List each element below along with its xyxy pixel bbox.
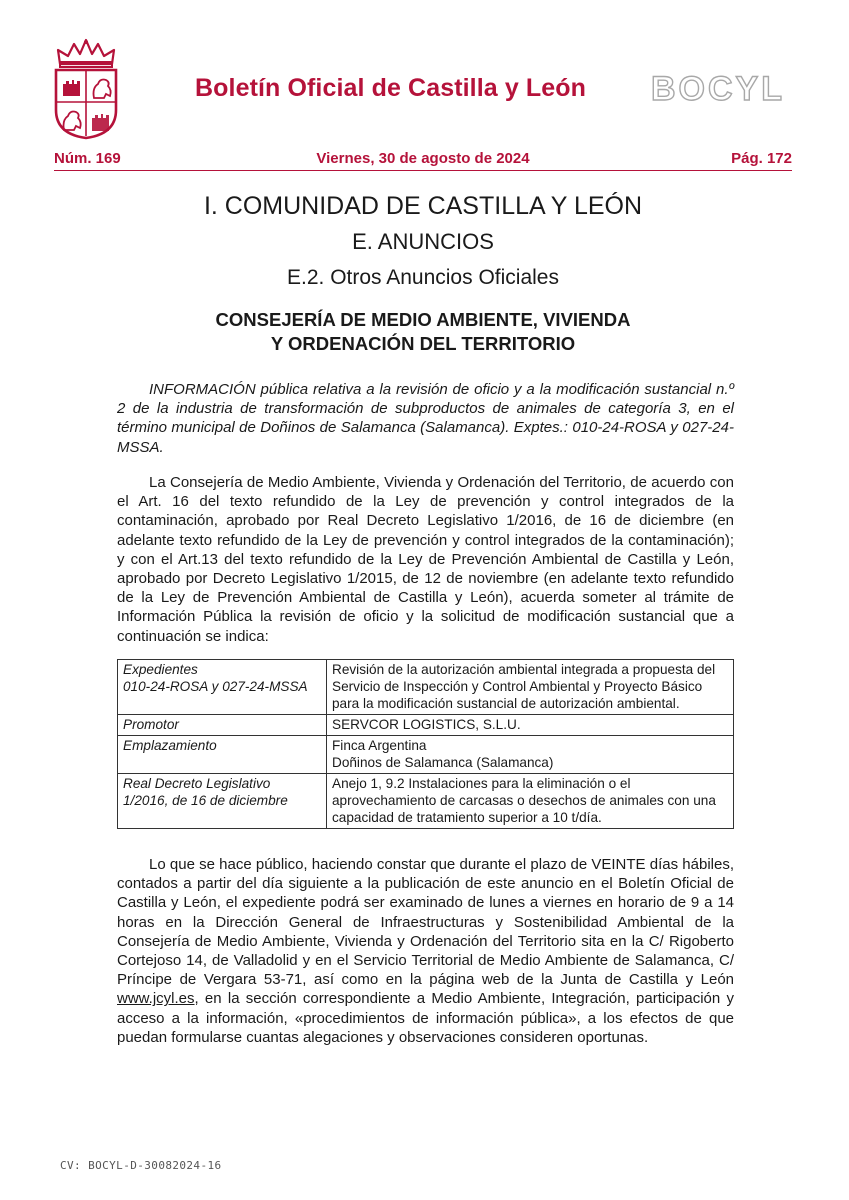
table-key-text: Promotor [123, 717, 179, 732]
bulletin-title: Boletín Oficial de Castilla y León [195, 74, 586, 102]
body-paragraph-2-text-end: , en la sección correspondiente a Medio Ambiente, Integración, participación y acceso a la información, «procedimientos de información pública», a los efectos de que puedan formularse cuantas alegaciones y observaciones consideren oportunas. [117, 990, 734, 1046]
table-value-text: Doñinos de Salamanca (Salamanca) [332, 755, 554, 770]
coat-of-arms-icon [52, 38, 120, 140]
issue-date: Viernes, 30 de agosto de 2024 [316, 150, 530, 167]
table-key-text: Real Decreto Legislativo [123, 776, 271, 791]
table-key-cell [118, 774, 327, 829]
table-value-text: Finca Argentina [332, 738, 427, 753]
body-paragraph-2 [117, 855, 734, 1047]
details-table [117, 659, 734, 829]
table-row [118, 774, 734, 829]
body-paragraph-1-text: La Consejería de Medio Ambiente, Vivienda y Ordenación del Territorio, de acuerdo con el Art. 16 del texto refundido de la Ley de prevención y control integrados de la contaminación, aprobado por Real Decreto Legislativo 1/2016, de 16 de diciembre (en adelante texto refundido de la Ley de prevención y control integrados de la contaminación); y con el Art.13 del texto refundido de la Ley de Prevención Ambiental de Castilla y León, aprobado por Decreto Legislativo 1/2015, de 12 de noviembre (en adelante texto refundido de la Ley de Prevención Ambiental de Castilla y León), acuerda someter al trámite de Información Pública la revisión de oficio y la solicitud de modificación sustancial que a continuación se indica: [117, 474, 734, 645]
announcement-summary [117, 380, 734, 457]
issue-number: Núm. 169 [54, 150, 121, 167]
table-key-cell [118, 715, 327, 736]
table-key-cell [118, 660, 327, 715]
table-value-text: SERVCOR LOGISTICS, S.L.U. [332, 717, 521, 732]
table-key-text: Emplazamiento [123, 738, 217, 753]
table-value-cell [327, 774, 734, 829]
table-value-cell [327, 715, 734, 736]
section-heading-level2: E. ANUNCIOS [352, 229, 494, 254]
table-value-cell [327, 660, 734, 715]
department-heading [54, 308, 792, 356]
table-value-text: Anejo 1, 9.2 Instalaciones para la eliminación o el aprovechamiento de carcasas o desechos de animales con una capacidad de tratamiento superior a 10 t/día. [332, 776, 716, 825]
body-paragraph-2-text [117, 855, 734, 1047]
table-row [118, 660, 734, 715]
body-paragraph-1 [117, 473, 734, 646]
page-number: Pág. 172 [731, 150, 792, 167]
table-row [118, 736, 734, 774]
table-value-text: Revisión de la autorización ambiental integrada a propuesta del Servicio de Inspección y Control Ambiental y Proyecto Básico para la modificación sustancial de autorización ambiental. [332, 662, 716, 711]
department-heading-line2: Y ORDENACIÓN DEL TERRITORIO [270, 333, 576, 354]
table-key-text: 1/2016, de 16 de diciembre [123, 793, 288, 808]
jcyl-website-link[interactable]: www.jcyl.es [117, 990, 195, 1008]
bocyl-logo: BOCYL [651, 70, 785, 108]
department-heading-line1: CONSEJERÍA DE MEDIO AMBIENTE, VIVIENDA [215, 309, 631, 330]
announcement-summary-text: INFORMACIÓN pública relativa a la revisión de oficio y a la modificación sustancial n.º 2 de la industria de transformación de subproductos de animales de categoría 3, en el término municipal de Doñinos de Salamanca (Salamanca). Exptes.: 010-24-ROSA y 027-24-MSSA. [117, 381, 734, 456]
section-heading-level3: E.2. Otros Anuncios Oficiales [287, 266, 559, 289]
table-row [118, 715, 734, 736]
table-value-cell [327, 736, 734, 774]
table-key-cell [118, 736, 327, 774]
table-key-text: 010-24-ROSA y 027-24-MSSA [123, 679, 308, 694]
section-heading-level1: I. COMUNIDAD DE CASTILLA Y LEÓN [203, 192, 643, 220]
table-key-text: Expedientes [123, 662, 198, 677]
body-paragraph-2-text-start: Lo que se hace público, haciendo constar que durante el plazo de VEINTE días hábiles, contados a partir del día siguiente a la publicación de este anuncio en el Boletín Oficial de Castilla y León, el expediente podrá ser examinado de lunes a viernes en horario de 9 a 14 horas en la Dirección General de Infraestructuras y Sostenibilidad Ambiental de la Consejería de Medio Ambiente, Vivienda y Ordenación del Territorio sita en la C/ Rigoberto Cortejoso 14, de Valladolid y en el Servicio Territorial de Medio Ambiente de Salamanca, C/ Príncipe de Vergara 53-71, así como en la página web de la Junta de Castilla y León [117, 856, 734, 989]
issue-info-bar [54, 148, 792, 171]
cv-code: CV: BOCYL-D-30082024-16 [60, 1159, 222, 1172]
